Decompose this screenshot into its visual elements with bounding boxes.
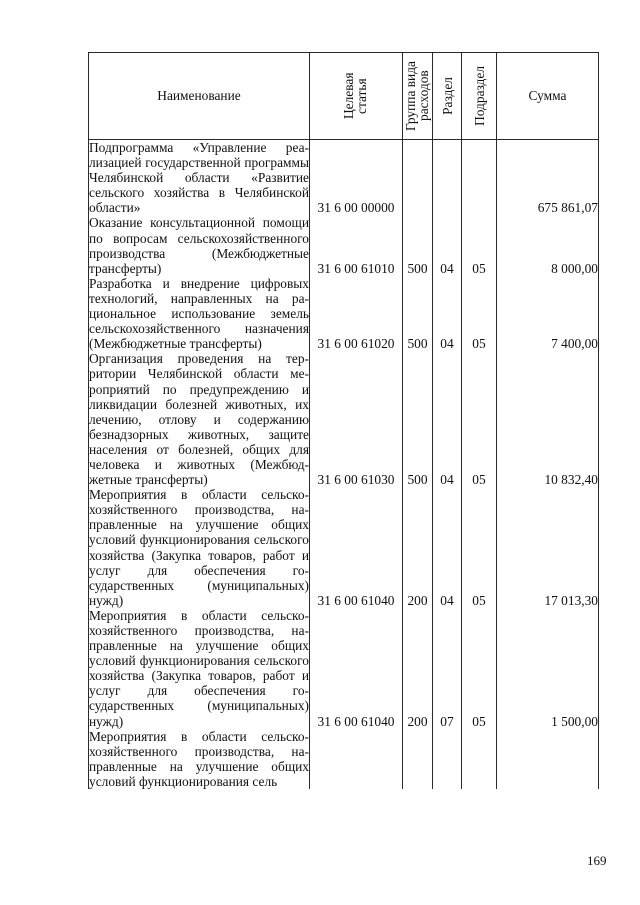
row-code (310, 729, 403, 789)
header-subsection (462, 53, 497, 140)
row-subsection: 05 (462, 608, 497, 729)
row-name: Оказание консультационной помощи по вопросам сельскохозяйственного производства (Межбюджетные трансферты) (89, 215, 309, 276)
row-code: 31 6 00 61030 (310, 351, 403, 487)
row-section: 04 (433, 276, 462, 351)
header-name: Наименование (89, 53, 310, 140)
table-row (89, 215, 599, 275)
row-name: Мероприятия в области сельскохозяйственного производства, направленные на улучшение общих условий функционирования сельского хозяйства (Закупка товаров, работ и услуг для обеспечения государственных (муниципальных) нужд) (89, 487, 309, 608)
row-subsection (462, 729, 497, 789)
table-row (89, 351, 599, 487)
header-section-text: Раздел (439, 77, 455, 115)
row-subsection (462, 140, 497, 216)
header-sum: Сумма (497, 53, 599, 140)
table-row (89, 140, 599, 216)
row-sum (497, 729, 599, 789)
row-sum: 8 000,00 (497, 215, 599, 275)
row-group: 200 (403, 487, 433, 608)
row-code: 31 6 00 00000 (310, 140, 403, 216)
row-sum: 17 013,30 (497, 487, 599, 608)
table-row (89, 276, 599, 351)
header-target (310, 53, 403, 140)
row-subsection: 05 (462, 487, 497, 608)
row-name: Мероприятия в области сельскохозяйственного производства, направленные на улучшение общих условий функционирования сель (89, 728, 309, 789)
row-group: 500 (403, 351, 433, 487)
row-sum: 10 832,40 (497, 351, 599, 487)
row-sum: 675 861,07 (497, 140, 599, 216)
row-group (403, 140, 433, 216)
row-group: 200 (403, 608, 433, 729)
row-code: 31 6 00 61010 (310, 215, 403, 275)
row-name: Подпрограмма «Управление реализацией государственной программы Челябинской области «Развитие сельского хозяйства в Челябинской области» (89, 140, 309, 216)
row-subsection: 05 (462, 215, 497, 275)
row-group: 500 (403, 215, 433, 275)
row-code: 31 6 00 61020 (310, 276, 403, 351)
page-number: 169 (587, 853, 607, 868)
table-row (89, 487, 599, 608)
row-name: Организация проведения на территории Челябинской области мероприятий по предупреждению и ликвидации болезней животных, их лечению, отлову и содержанию безнадзорных животных, защите населения от болезней, общих для человека и животных (Межбюджетные трансферты) (89, 351, 309, 488)
row-section (433, 729, 462, 789)
row-section: 04 (433, 487, 462, 608)
row-sum: 7 400,00 (497, 276, 599, 351)
row-section: 04 (433, 351, 462, 487)
table-row (89, 608, 599, 729)
row-name: Мероприятия в области сельскохозяйственного производства, направленные на улучшение общих условий функционирования сельского хозяйства (Закупка товаров, работ и услуг для обеспечения государственных (муниципальных) нужд) (89, 607, 309, 729)
row-subsection: 05 (462, 276, 497, 351)
row-section: 04 (433, 215, 462, 275)
row-sum: 1 500,00 (497, 608, 599, 729)
row-code: 31 6 00 61040 (310, 608, 403, 729)
row-group (403, 729, 433, 789)
row-name: Разработка и внедрение цифровых технологий, направленных на рациональное использование земель сельскохозяйственного назначения (Межбюджетные трансферты) (89, 275, 309, 352)
row-section: 07 (433, 608, 462, 729)
header-group-text: Группа вида расходов (402, 61, 431, 131)
header-row (89, 53, 599, 140)
header-subsection-text: Подраздел (471, 66, 487, 126)
row-code: 31 6 00 61040 (310, 487, 403, 608)
header-target-text: Целевая статья (341, 72, 369, 120)
row-section (433, 140, 462, 216)
budget-table (88, 52, 599, 789)
header-group (403, 53, 433, 140)
table-row (89, 729, 599, 789)
row-subsection: 05 (462, 351, 497, 487)
row-group: 500 (403, 276, 433, 351)
header-section (433, 53, 462, 140)
